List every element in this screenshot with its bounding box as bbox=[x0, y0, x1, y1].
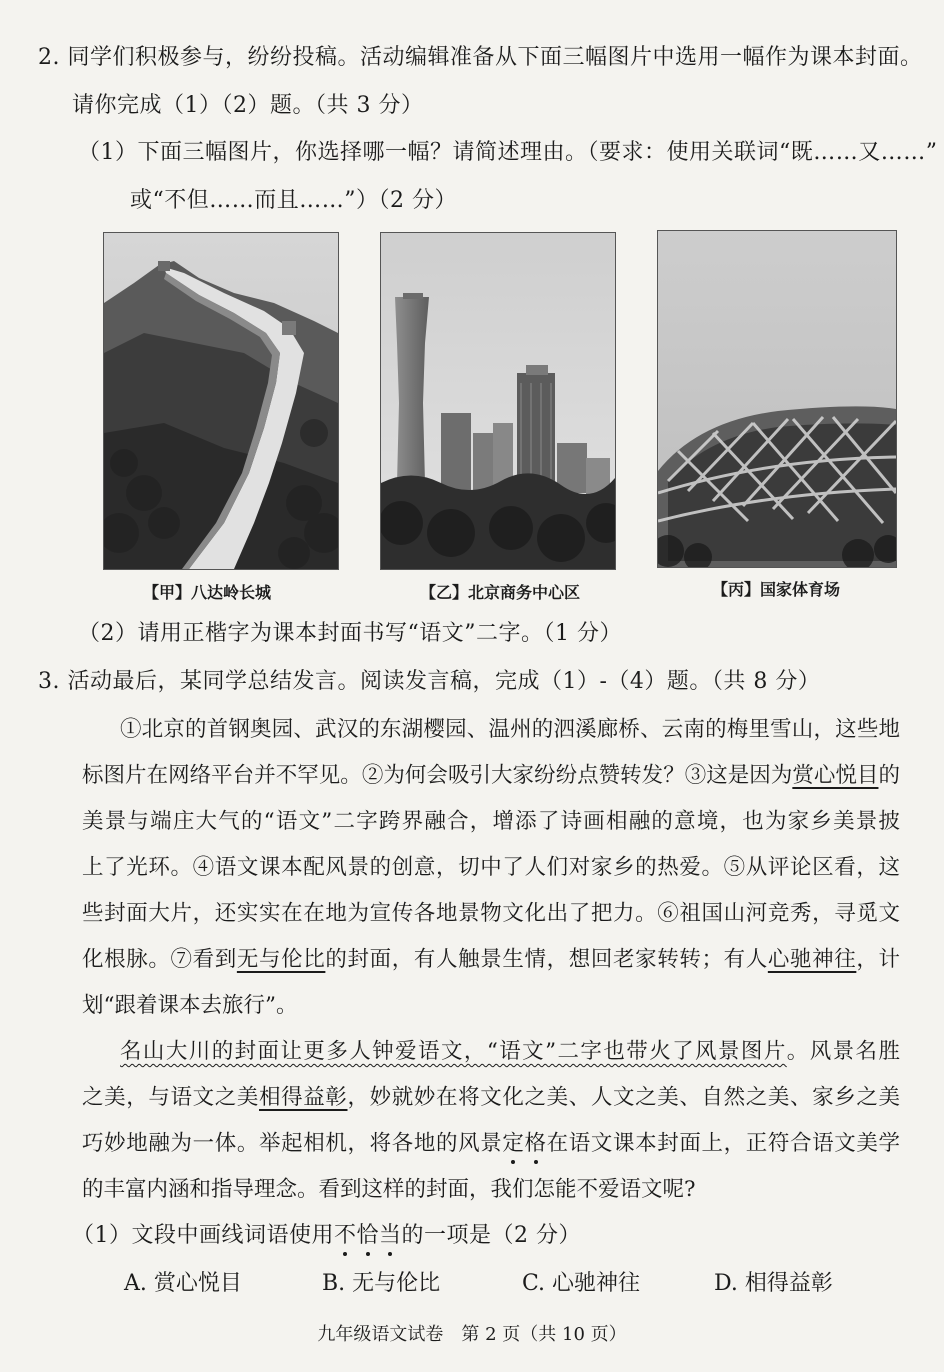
underlined-word-3: 心驰神往 bbox=[767, 947, 857, 972]
option-a[interactable]: A. 赏心悦目 bbox=[124, 1271, 242, 1296]
emphasis-char: 恰 bbox=[356, 1223, 380, 1248]
option-b[interactable]: B. 无与伦比 bbox=[322, 1271, 441, 1296]
q2-sub2: （2）请用正楷字为课本封面书写“语文”二字。（1 分） bbox=[78, 621, 622, 646]
q3-p1-line4: 上了光环。④语文课本配风景的创意，切中了人们对家乡的热爱。⑤从评论区看，这 bbox=[82, 855, 900, 880]
underlined-word-1: 赏心悦目 bbox=[792, 763, 879, 788]
option-c[interactable]: C. 心驰神往 bbox=[522, 1271, 641, 1296]
cbd-skyline-photo bbox=[380, 232, 616, 570]
dotted-char: 格 bbox=[524, 1131, 547, 1156]
underlined-word-2: 无与伦比 bbox=[236, 947, 326, 972]
photo-caption-bing: 【丙】国家体育场 bbox=[712, 580, 841, 599]
photo-caption-yi: 【乙】北京商务中心区 bbox=[420, 583, 581, 602]
emphasis-char: 当 bbox=[379, 1223, 402, 1248]
q3-p2-line3: 巧妙地融为一体。举起相机，将各地的风景定格在语文课本封面上，正符合语文美学 bbox=[82, 1131, 900, 1156]
q3-p1-line5: 些封面大片，还实实在在地为宣传各地景物文化出了把力。⑥祖国山河竞秀，寻觅文 bbox=[82, 901, 900, 926]
q2-stem-line1: 2. 同学们积极参与，纷纷投稿。活动编辑准备从下面三幅图片中选用一幅作为课本封面。 bbox=[38, 45, 923, 70]
wavy-underlined-sentence: 名山大川的封面让更多人钟爱语文，“语文”二字也带火了风景图片 bbox=[120, 1039, 787, 1064]
photo-caption-jia: 【甲】八达岭长城 bbox=[143, 583, 272, 602]
q3-p2-line4: 的丰富内涵和指导理念。看到这样的封面，我们怎能不爱语文呢? bbox=[82, 1177, 696, 1202]
q3-p1-line3: 美景与端庄大气的“语文”二字跨界融合，增添了诗画相融的意境，也为家乡美景披 bbox=[82, 809, 900, 834]
page-footer: 九年级语文试卷 第 2 页（共 10 页） bbox=[317, 1324, 627, 1345]
emphasis-char: 不 bbox=[334, 1223, 357, 1248]
q2-sub1-line1: （1）下面三幅图片，你选择哪一幅？请简述理由。（要求：使用关联词“既……又……” bbox=[78, 140, 938, 165]
birds-nest-stadium-photo bbox=[657, 230, 897, 568]
q3-p2-line1: 名山大川的封面让更多人钟爱语文，“语文”二字也带火了风景图片。风景名胜 bbox=[120, 1039, 900, 1064]
q3-stem: 3. 活动最后，某同学总结发言。阅读发言稿，完成（1）-（4）题。（共 8 分） bbox=[38, 669, 821, 694]
option-d[interactable]: D. 相得益彰 bbox=[714, 1271, 833, 1296]
underlined-word-4: 相得益彰 bbox=[259, 1085, 348, 1110]
q2-sub1-line2: 或“不但……而且……”）（2 分） bbox=[130, 188, 457, 213]
great-wall-photo bbox=[103, 232, 339, 570]
q3-p1-line7: 划“跟着课本去旅行”。 bbox=[82, 993, 298, 1018]
q3-p1-line2: 标图片在网络平台并不罕见。②为何会吸引大家纷纷点赞转发？③这是因为赏心悦目的 bbox=[82, 763, 900, 788]
q3-p2-line2: 之美，与语文之美相得益彰，妙就妙在将文化之美、人文之美、自然之美、家乡之美 bbox=[82, 1085, 900, 1110]
q2-stem-line2: 请你完成（1）（2）题。（共 3 分） bbox=[72, 93, 424, 118]
q3-sub1: （1）文段中画线词语使用不恰当的一项是（2 分） bbox=[72, 1223, 582, 1248]
dotted-char: 定 bbox=[502, 1131, 525, 1156]
q3-p1-line6: 化根脉。⑦看到无与伦比的封面，有人触景生情，想回老家转转；有人心驰神往，计 bbox=[82, 947, 900, 972]
q3-p1-line1: ①北京的首钢奥园、武汉的东湖樱园、温州的泗溪廊桥、云南的梅里雪山，这些地 bbox=[120, 717, 900, 742]
